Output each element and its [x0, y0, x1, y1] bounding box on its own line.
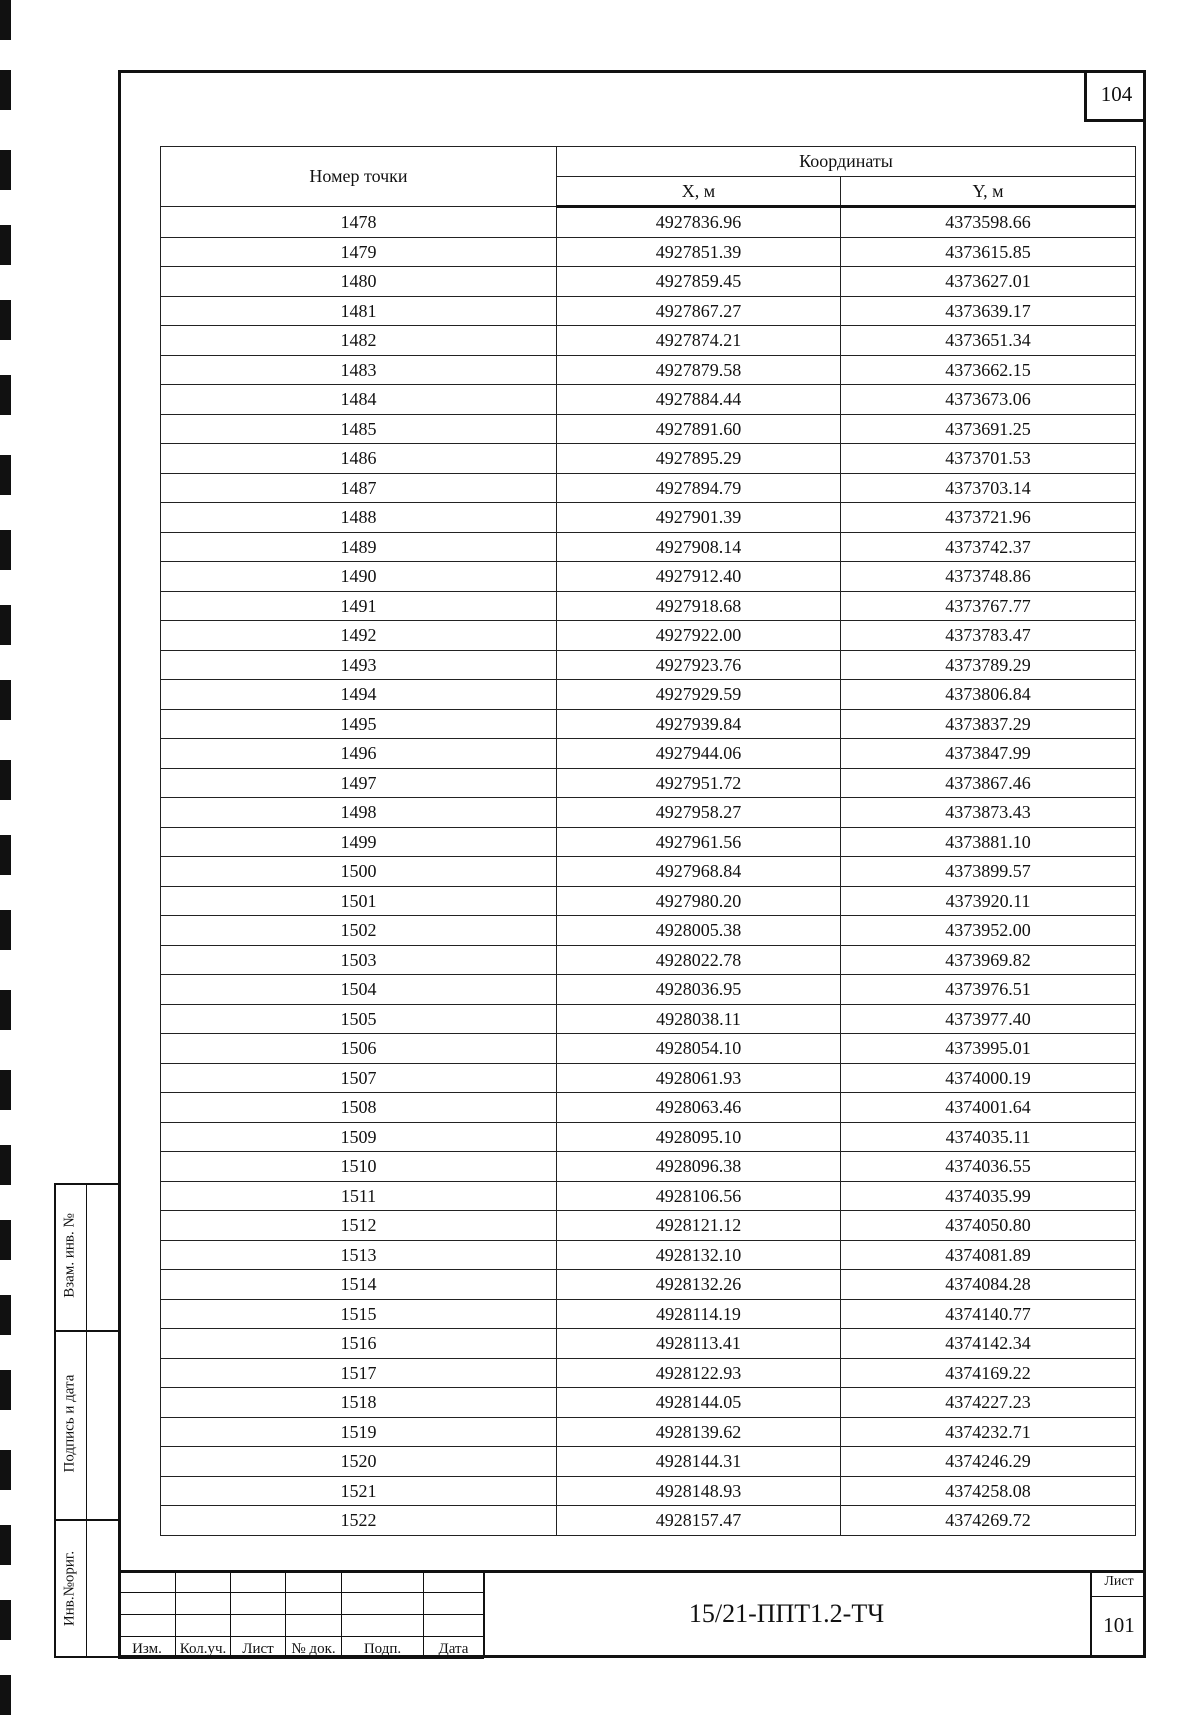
x-coordinate-cell: 4928036.95: [557, 975, 841, 1005]
point-number-cell: 1487: [161, 473, 557, 503]
y-coordinate-cell: 4374269.72: [841, 1506, 1136, 1536]
point-number-cell: 1498: [161, 798, 557, 828]
table-row: [161, 1476, 1136, 1506]
point-number-cell: 1492: [161, 621, 557, 651]
y-coordinate-cell: 4374050.80: [841, 1211, 1136, 1241]
table-row: [161, 326, 1136, 356]
y-coordinate-cell: 4374246.29: [841, 1447, 1136, 1477]
revision-cell: [286, 1615, 342, 1637]
x-coordinate-cell: 4927867.27: [557, 296, 841, 326]
revision-cell: [231, 1615, 286, 1637]
stamp-col-doc-no: № док.: [286, 1637, 342, 1659]
x-coordinate-cell: 4927944.06: [557, 739, 841, 769]
binder-mark: [0, 910, 11, 950]
point-number-cell: 1499: [161, 827, 557, 857]
table-row: [161, 916, 1136, 946]
stamp-col-data: Дата: [424, 1637, 484, 1659]
stamp-col-list: Лист: [231, 1637, 286, 1659]
table-row: [161, 1388, 1136, 1418]
title-block: [118, 1570, 1146, 1658]
table-row: [161, 1093, 1136, 1123]
y-coordinate-cell: 4373748.86: [841, 562, 1136, 592]
table-row: [161, 237, 1136, 267]
header-point-number: Номер точки: [161, 147, 557, 207]
binder-mark: [0, 1450, 11, 1490]
revision-cell: [176, 1615, 231, 1637]
x-coordinate-cell: 4927958.27: [557, 798, 841, 828]
header-x: X, м: [557, 177, 841, 207]
y-coordinate-cell: 4373767.77: [841, 591, 1136, 621]
stamp-col-izm: Изм.: [119, 1637, 176, 1659]
x-coordinate-cell: 4927874.21: [557, 326, 841, 356]
table-row: [161, 709, 1136, 739]
table-row: [161, 1004, 1136, 1034]
table-row: [161, 207, 1136, 238]
point-number-cell: 1489: [161, 532, 557, 562]
point-number-cell: 1515: [161, 1299, 557, 1329]
point-number-cell: 1506: [161, 1034, 557, 1064]
x-coordinate-cell: 4928022.78: [557, 945, 841, 975]
point-number-cell: 1510: [161, 1152, 557, 1182]
table-row: [161, 1506, 1136, 1536]
point-number-cell: 1493: [161, 650, 557, 680]
table-row: [161, 591, 1136, 621]
y-coordinate-cell: 4373662.15: [841, 355, 1136, 385]
binder-mark: [0, 375, 11, 415]
table-row: [161, 768, 1136, 798]
revision-cell: [342, 1615, 424, 1637]
x-coordinate-cell: 4927836.96: [557, 207, 841, 238]
y-coordinate-cell: 4374035.99: [841, 1181, 1136, 1211]
point-number-cell: 1500: [161, 857, 557, 887]
binder-mark: [0, 70, 11, 110]
point-number-cell: 1513: [161, 1240, 557, 1270]
x-coordinate-cell: 4928122.93: [557, 1358, 841, 1388]
binder-mark: [0, 1370, 11, 1410]
y-coordinate-cell: 4374081.89: [841, 1240, 1136, 1270]
revision-grid: [118, 1570, 484, 1659]
binder-mark: [0, 680, 11, 720]
revision-cell: [424, 1571, 484, 1593]
y-coordinate-cell: 4373691.25: [841, 414, 1136, 444]
x-coordinate-cell: 4928095.10: [557, 1122, 841, 1152]
x-coordinate-cell: 4928063.46: [557, 1093, 841, 1123]
x-coordinate-cell: 4927912.40: [557, 562, 841, 592]
y-coordinate-cell: 4373701.53: [841, 444, 1136, 474]
binder-mark: [0, 225, 11, 265]
sheet-box: [1090, 1570, 1146, 1658]
table-row: [161, 532, 1136, 562]
y-coordinate-cell: 4374258.08: [841, 1476, 1136, 1506]
y-coordinate-cell: 4374000.19: [841, 1063, 1136, 1093]
y-coordinate-cell: 4373721.96: [841, 503, 1136, 533]
table-row: [161, 650, 1136, 680]
point-number-cell: 1484: [161, 385, 557, 415]
x-coordinate-cell: 4927884.44: [557, 385, 841, 415]
revision-cell: [342, 1571, 424, 1593]
y-coordinate-cell: 4373615.85: [841, 237, 1136, 267]
binder-mark: [0, 1295, 11, 1335]
point-number-cell: 1509: [161, 1122, 557, 1152]
y-coordinate-cell: 4373867.46: [841, 768, 1136, 798]
binder-mark: [0, 150, 11, 190]
y-coordinate-cell: 4373995.01: [841, 1034, 1136, 1064]
binder-mark: [0, 1220, 11, 1260]
x-coordinate-cell: 4928144.05: [557, 1388, 841, 1418]
x-coordinate-cell: 4927980.20: [557, 886, 841, 916]
table-row: [161, 975, 1136, 1005]
revision-cell: [424, 1593, 484, 1615]
y-coordinate-cell: 4373977.40: [841, 1004, 1136, 1034]
x-coordinate-cell: 4927968.84: [557, 857, 841, 887]
point-number-cell: 1478: [161, 207, 557, 238]
point-number-cell: 1511: [161, 1181, 557, 1211]
table-row: [161, 473, 1136, 503]
table-row: [161, 827, 1136, 857]
sheet-divider: [1092, 1596, 1146, 1597]
side-label-podpis-data: Подпись и дата: [61, 1374, 78, 1473]
table-row: [161, 945, 1136, 975]
y-coordinate-cell: 4373639.17: [841, 296, 1136, 326]
table-row: [161, 1447, 1136, 1477]
y-coordinate-cell: 4373920.11: [841, 886, 1136, 916]
table-row: [161, 562, 1136, 592]
x-coordinate-cell: 4928005.38: [557, 916, 841, 946]
x-coordinate-cell: 4927929.59: [557, 680, 841, 710]
point-number-cell: 1518: [161, 1388, 557, 1418]
revision-cell: [119, 1593, 176, 1615]
point-number-cell: 1494: [161, 680, 557, 710]
table-body: [161, 207, 1136, 1536]
document-code: 15/21-ППТ1.2-ТЧ: [688, 1599, 885, 1628]
point-number-cell: 1505: [161, 1004, 557, 1034]
y-coordinate-cell: 4373651.34: [841, 326, 1136, 356]
x-coordinate-cell: 4928054.10: [557, 1034, 841, 1064]
point-number-cell: 1496: [161, 739, 557, 769]
table-row: [161, 1240, 1136, 1270]
y-coordinate-cell: 4374227.23: [841, 1388, 1136, 1418]
table-row: [161, 503, 1136, 533]
binder-mark: [0, 990, 11, 1030]
point-number-cell: 1503: [161, 945, 557, 975]
x-coordinate-cell: 4927922.00: [557, 621, 841, 651]
point-number-cell: 1483: [161, 355, 557, 385]
point-number-cell: 1517: [161, 1358, 557, 1388]
x-coordinate-cell: 4928113.41: [557, 1329, 841, 1359]
table-row: [161, 355, 1136, 385]
binder-mark: [0, 0, 11, 40]
header-y: Y, м: [841, 177, 1136, 207]
revision-cell: [424, 1615, 484, 1637]
y-coordinate-cell: 4373952.00: [841, 916, 1136, 946]
y-coordinate-cell: 4373806.84: [841, 680, 1136, 710]
stamp-col-kol-uch: Кол.уч.: [176, 1637, 231, 1659]
x-coordinate-cell: 4928106.56: [557, 1181, 841, 1211]
table-row: [161, 444, 1136, 474]
x-coordinate-cell: 4927923.76: [557, 650, 841, 680]
x-coordinate-cell: 4927895.29: [557, 444, 841, 474]
x-coordinate-cell: 4928139.62: [557, 1417, 841, 1447]
point-number-cell: 1488: [161, 503, 557, 533]
y-coordinate-cell: 4374232.71: [841, 1417, 1136, 1447]
y-coordinate-cell: 4374084.28: [841, 1270, 1136, 1300]
sheet-number: 101: [1103, 1613, 1135, 1637]
point-number-cell: 1486: [161, 444, 557, 474]
point-number-cell: 1497: [161, 768, 557, 798]
table-row: [161, 385, 1136, 415]
revision-cell: [176, 1571, 231, 1593]
side-label-inv-orig: Инв.№ориг.: [61, 1550, 78, 1627]
y-coordinate-cell: 4373899.57: [841, 857, 1136, 887]
x-coordinate-cell: 4927939.84: [557, 709, 841, 739]
table-row: [161, 857, 1136, 887]
y-coordinate-cell: 4374001.64: [841, 1093, 1136, 1123]
point-number-cell: 1512: [161, 1211, 557, 1241]
y-coordinate-cell: 4374036.55: [841, 1152, 1136, 1182]
table-row: [161, 1152, 1136, 1182]
table-row: [161, 1329, 1136, 1359]
binder-mark: [0, 835, 11, 875]
page-number: 104: [1084, 70, 1146, 122]
x-coordinate-cell: 4928096.38: [557, 1152, 841, 1182]
revision-cell: [286, 1571, 342, 1593]
table-row: [161, 1122, 1136, 1152]
y-coordinate-cell: 4373789.29: [841, 650, 1136, 680]
x-coordinate-cell: 4928148.93: [557, 1476, 841, 1506]
table-row: [161, 1270, 1136, 1300]
binder-mark: [0, 300, 11, 340]
binder-mark: [0, 605, 11, 645]
point-number-cell: 1479: [161, 237, 557, 267]
binder-mark: [0, 1675, 11, 1715]
table-row: [161, 680, 1136, 710]
y-coordinate-cell: 4373837.29: [841, 709, 1136, 739]
binder-mark: [0, 1070, 11, 1110]
table-row: [161, 296, 1136, 326]
revision-cell: [119, 1571, 176, 1593]
table-row: [161, 1063, 1136, 1093]
y-coordinate-cell: 4373627.01: [841, 267, 1136, 297]
table-row: [161, 1358, 1136, 1388]
binder-mark: [0, 455, 11, 495]
x-coordinate-cell: 4928132.26: [557, 1270, 841, 1300]
y-coordinate-cell: 4373969.82: [841, 945, 1136, 975]
revision-cell: [176, 1593, 231, 1615]
table-row: [161, 798, 1136, 828]
revision-cell: [231, 1571, 286, 1593]
sheet-label: Лист: [1104, 1574, 1134, 1589]
revision-cell: [119, 1615, 176, 1637]
point-number-cell: 1502: [161, 916, 557, 946]
side-label-vzam-inv: Взам. инв. №: [61, 1213, 78, 1298]
header-coordinates: Координаты: [557, 147, 1136, 177]
point-number-cell: 1485: [161, 414, 557, 444]
y-coordinate-cell: 4373742.37: [841, 532, 1136, 562]
point-number-cell: 1501: [161, 886, 557, 916]
coordinates-table: [160, 146, 1136, 1536]
point-number-cell: 1519: [161, 1417, 557, 1447]
y-coordinate-cell: 4373976.51: [841, 975, 1136, 1005]
binder-mark: [0, 530, 11, 570]
point-number-cell: 1480: [161, 267, 557, 297]
point-number-cell: 1522: [161, 1506, 557, 1536]
y-coordinate-cell: 4373847.99: [841, 739, 1136, 769]
x-coordinate-cell: 4927879.58: [557, 355, 841, 385]
point-number-cell: 1495: [161, 709, 557, 739]
x-coordinate-cell: 4928144.31: [557, 1447, 841, 1477]
binder-mark: [0, 1525, 11, 1565]
x-coordinate-cell: 4927951.72: [557, 768, 841, 798]
table-row: [161, 1299, 1136, 1329]
y-coordinate-cell: 4373703.14: [841, 473, 1136, 503]
point-number-cell: 1516: [161, 1329, 557, 1359]
point-number-cell: 1507: [161, 1063, 557, 1093]
table-row: [161, 739, 1136, 769]
point-number-cell: 1504: [161, 975, 557, 1005]
point-number-cell: 1491: [161, 591, 557, 621]
y-coordinate-cell: 4373881.10: [841, 827, 1136, 857]
y-coordinate-cell: 4374169.22: [841, 1358, 1136, 1388]
point-number-cell: 1482: [161, 326, 557, 356]
y-coordinate-cell: 4374142.34: [841, 1329, 1136, 1359]
y-coordinate-cell: 4373598.66: [841, 207, 1136, 238]
table-row: [161, 1181, 1136, 1211]
table-row: [161, 1034, 1136, 1064]
stamp-col-podp: Подп.: [342, 1637, 424, 1659]
y-coordinate-cell: 4373783.47: [841, 621, 1136, 651]
x-coordinate-cell: 4927894.79: [557, 473, 841, 503]
point-number-cell: 1508: [161, 1093, 557, 1123]
point-number-cell: 1520: [161, 1447, 557, 1477]
point-number-cell: 1514: [161, 1270, 557, 1300]
x-coordinate-cell: 4927891.60: [557, 414, 841, 444]
x-coordinate-cell: 4927908.14: [557, 532, 841, 562]
x-coordinate-cell: 4928132.10: [557, 1240, 841, 1270]
y-coordinate-cell: 4373673.06: [841, 385, 1136, 415]
point-number-cell: 1490: [161, 562, 557, 592]
table-row: [161, 267, 1136, 297]
x-coordinate-cell: 4928114.19: [557, 1299, 841, 1329]
x-coordinate-cell: 4927918.68: [557, 591, 841, 621]
table-row: [161, 1211, 1136, 1241]
x-coordinate-cell: 4927901.39: [557, 503, 841, 533]
x-coordinate-cell: 4928157.47: [557, 1506, 841, 1536]
binder-mark: [0, 1600, 11, 1640]
point-number-cell: 1481: [161, 296, 557, 326]
point-number-cell: 1521: [161, 1476, 557, 1506]
revision-cell: [231, 1593, 286, 1615]
y-coordinate-cell: 4374035.11: [841, 1122, 1136, 1152]
binder-mark: [0, 1145, 11, 1185]
x-coordinate-cell: 4927859.45: [557, 267, 841, 297]
y-coordinate-cell: 4373873.43: [841, 798, 1136, 828]
binder-mark: [0, 760, 11, 800]
x-coordinate-cell: 4928121.12: [557, 1211, 841, 1241]
x-coordinate-cell: 4928061.93: [557, 1063, 841, 1093]
table-row: [161, 886, 1136, 916]
table-row: [161, 1417, 1136, 1447]
revision-cell: [342, 1593, 424, 1615]
table-row: [161, 414, 1136, 444]
x-coordinate-cell: 4928038.11: [557, 1004, 841, 1034]
table-row: [161, 621, 1136, 651]
x-coordinate-cell: 4927961.56: [557, 827, 841, 857]
revision-cell: [286, 1593, 342, 1615]
y-coordinate-cell: 4374140.77: [841, 1299, 1136, 1329]
x-coordinate-cell: 4927851.39: [557, 237, 841, 267]
